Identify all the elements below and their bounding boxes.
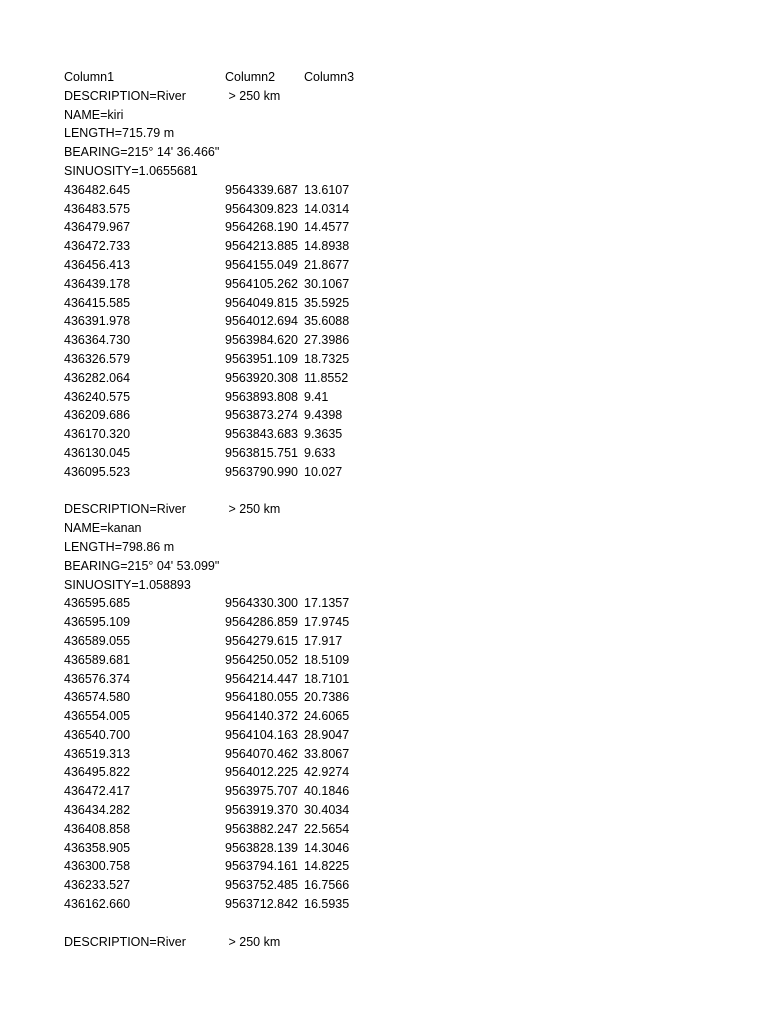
- northing-cell: 9563975.707: [225, 784, 298, 799]
- easting-cell: 436095.523: [64, 464, 131, 479]
- elevation-cell: 40.1846: [304, 784, 350, 799]
- easting-cell: 436364.730: [64, 333, 131, 348]
- northing-cell: 9564330.300: [225, 596, 298, 611]
- northing-cell: 9564070.462: [225, 746, 298, 761]
- northing-cell: 9563790.990: [225, 464, 298, 479]
- data-row: [64, 632, 744, 651]
- easting-cell: 436576.374: [64, 671, 131, 686]
- elevation-cell: 18.7325: [304, 351, 350, 366]
- elevation-cell: 14.0314: [304, 201, 350, 216]
- easting-cell: 436595.109: [64, 615, 131, 630]
- data-row: [64, 745, 744, 764]
- meta-row: [64, 519, 744, 538]
- easting-cell: 436483.575: [64, 201, 131, 216]
- data-row: [64, 444, 744, 463]
- elevation-cell: 9.633: [304, 445, 336, 460]
- data-row: [64, 876, 744, 895]
- data-row: [64, 613, 744, 632]
- data-row: [64, 388, 744, 407]
- meta-label: NAME=kiri: [64, 107, 124, 122]
- easting-cell: 436589.055: [64, 633, 131, 648]
- northing-cell: 9564279.615: [225, 633, 298, 648]
- elevation-cell: 14.4577: [304, 220, 350, 235]
- northing-cell: 9563882.247: [225, 821, 298, 836]
- elevation-cell: 9.3635: [304, 427, 343, 442]
- northing-cell: 9564250.052: [225, 652, 298, 667]
- meta-row: [64, 933, 744, 952]
- data-row: [64, 331, 744, 350]
- data-row: [64, 256, 744, 275]
- northing-cell: 9564012.225: [225, 765, 298, 780]
- meta-row: [64, 500, 744, 519]
- easting-cell: 436456.413: [64, 257, 131, 272]
- data-row: [64, 218, 744, 237]
- elevation-cell: 16.5935: [304, 897, 350, 912]
- elevation-cell: 17.9745: [304, 615, 350, 630]
- easting-cell: 436554.005: [64, 709, 131, 724]
- meta-row: [64, 162, 744, 181]
- northing-cell: 9564105.262: [225, 276, 298, 291]
- column3-header: Column3: [304, 70, 355, 84]
- column2-header: Column2: [225, 70, 276, 84]
- easting-cell: 436472.733: [64, 239, 131, 254]
- northing-cell: 9564213.885: [225, 239, 298, 254]
- easting-cell: 436472.417: [64, 784, 131, 799]
- meta-row: [64, 143, 744, 162]
- easting-cell: 436519.313: [64, 746, 131, 761]
- easting-cell: 436479.967: [64, 220, 131, 235]
- meta-value: > 250 km: [225, 934, 281, 949]
- data-row: [64, 651, 744, 670]
- sections-container: [64, 87, 744, 952]
- northing-cell: 9563712.842: [225, 897, 298, 912]
- data-row: [64, 726, 744, 745]
- meta-value: > 250 km: [225, 88, 281, 103]
- easting-cell: 436358.905: [64, 840, 131, 855]
- elevation-cell: 10.027: [304, 464, 343, 479]
- elevation-cell: 14.3046: [304, 840, 350, 855]
- meta-label: DESCRIPTION=River: [64, 88, 186, 103]
- section-spacer: [64, 914, 744, 933]
- elevation-cell: 33.8067: [304, 746, 350, 761]
- meta-label: BEARING=215° 14' 36.466": [64, 145, 220, 160]
- data-row: [64, 820, 744, 839]
- meta-label: SINUOSITY=1.0655681: [64, 163, 198, 178]
- header-row: [64, 68, 744, 87]
- northing-cell: 9563920.308: [225, 370, 298, 385]
- northing-cell: 9564104.163: [225, 727, 298, 742]
- data-row: [64, 707, 744, 726]
- meta-row: [64, 576, 744, 595]
- easting-cell: 436439.178: [64, 276, 131, 291]
- elevation-cell: 24.6065: [304, 709, 350, 724]
- meta-row: [64, 124, 744, 143]
- easting-cell: 436233.527: [64, 878, 131, 893]
- easting-cell: 436408.858: [64, 821, 131, 836]
- northing-cell: 9564268.190: [225, 220, 298, 235]
- elevation-cell: 30.4034: [304, 803, 350, 818]
- data-row: [64, 463, 744, 482]
- easting-cell: 436540.700: [64, 727, 131, 742]
- elevation-cell: 17.1357: [304, 596, 350, 611]
- easting-cell: 436589.681: [64, 652, 131, 667]
- elevation-cell: 16.7566: [304, 878, 350, 893]
- data-row: [64, 369, 744, 388]
- meta-row: [64, 106, 744, 125]
- meta-label: NAME=kanan: [64, 521, 142, 536]
- data-row: [64, 237, 744, 256]
- data-row: [64, 181, 744, 200]
- data-row: [64, 200, 744, 219]
- northing-cell: 9564286.859: [225, 615, 298, 630]
- meta-row: [64, 557, 744, 576]
- easting-cell: 436391.978: [64, 314, 131, 329]
- easting-cell: 436130.045: [64, 445, 131, 460]
- northing-cell: 9564140.372: [225, 709, 298, 724]
- northing-cell: 9563951.109: [225, 351, 298, 366]
- data-row: [64, 312, 744, 331]
- data-row: [64, 275, 744, 294]
- meta-value: > 250 km: [225, 502, 281, 517]
- elevation-cell: 13.6107: [304, 182, 350, 197]
- easting-cell: 436326.579: [64, 351, 131, 366]
- easting-cell: 436282.064: [64, 370, 131, 385]
- elevation-cell: 28.9047: [304, 727, 350, 742]
- meta-label: DESCRIPTION=River: [64, 502, 186, 517]
- northing-cell: 9564180.055: [225, 690, 298, 705]
- data-row: [64, 688, 744, 707]
- easting-cell: 436162.660: [64, 897, 131, 912]
- easting-cell: 436300.758: [64, 859, 131, 874]
- elevation-cell: 18.5109: [304, 652, 350, 667]
- northing-cell: 9564155.049: [225, 257, 298, 272]
- meta-row: [64, 538, 744, 557]
- data-row: [64, 801, 744, 820]
- easting-cell: 436495.822: [64, 765, 131, 780]
- easting-cell: 436415.585: [64, 295, 131, 310]
- northing-cell: 9563794.161: [225, 859, 298, 874]
- northing-cell: 9564049.815: [225, 295, 298, 310]
- easting-cell: 436209.686: [64, 408, 131, 423]
- data-row: [64, 782, 744, 801]
- northing-cell: 9564339.687: [225, 182, 298, 197]
- elevation-cell: 35.5925: [304, 295, 350, 310]
- elevation-cell: 11.8552: [304, 370, 349, 385]
- data-row: [64, 763, 744, 782]
- northing-cell: 9563919.370: [225, 803, 298, 818]
- meta-label: LENGTH=798.86 m: [64, 539, 175, 554]
- data-row: [64, 839, 744, 858]
- northing-cell: 9563984.620: [225, 333, 298, 348]
- elevation-cell: 18.7101: [304, 671, 350, 686]
- northing-cell: 9563752.485: [225, 878, 298, 893]
- easting-cell: 436595.685: [64, 596, 131, 611]
- data-row: [64, 857, 744, 876]
- elevation-cell: 35.6088: [304, 314, 350, 329]
- elevation-cell: 22.5654: [304, 821, 350, 836]
- northing-cell: 9563843.683: [225, 427, 298, 442]
- easting-cell: 436434.282: [64, 803, 131, 818]
- elevation-cell: 14.8938: [304, 239, 350, 254]
- elevation-cell: 17.917: [304, 633, 343, 648]
- northing-cell: 9564214.447: [225, 671, 298, 686]
- data-row: [64, 594, 744, 613]
- data-row: [64, 895, 744, 914]
- northing-cell: 9564012.694: [225, 314, 298, 329]
- easting-cell: 436574.580: [64, 690, 131, 705]
- document-sheet: [64, 68, 744, 951]
- elevation-cell: 9.41: [304, 389, 329, 404]
- elevation-cell: 9.4398: [304, 408, 343, 423]
- elevation-cell: 21.8677: [304, 257, 350, 272]
- northing-cell: 9563893.808: [225, 389, 298, 404]
- meta-label: SINUOSITY=1.058893: [64, 577, 191, 592]
- meta-label: DESCRIPTION=River: [64, 934, 186, 949]
- easting-cell: 436170.320: [64, 427, 131, 442]
- northing-cell: 9563815.751: [225, 445, 298, 460]
- section-spacer: [64, 482, 744, 501]
- elevation-cell: 30.1067: [304, 276, 350, 291]
- data-row: [64, 294, 744, 313]
- data-row: [64, 406, 744, 425]
- easting-cell: 436482.645: [64, 182, 131, 197]
- easting-cell: 436240.575: [64, 389, 131, 404]
- elevation-cell: 14.8225: [304, 859, 350, 874]
- column1-header: Column1: [64, 70, 115, 84]
- meta-label: LENGTH=715.79 m: [64, 126, 175, 141]
- data-row: [64, 670, 744, 689]
- meta-row: [64, 87, 744, 106]
- northing-cell: 9563828.139: [225, 840, 298, 855]
- elevation-cell: 20.7386: [304, 690, 350, 705]
- data-row: [64, 425, 744, 444]
- meta-label: BEARING=215° 04' 53.099": [64, 558, 220, 573]
- elevation-cell: 42.9274: [304, 765, 350, 780]
- elevation-cell: 27.3986: [304, 333, 350, 348]
- northing-cell: 9563873.274: [225, 408, 298, 423]
- data-row: [64, 350, 744, 369]
- northing-cell: 9564309.823: [225, 201, 298, 216]
